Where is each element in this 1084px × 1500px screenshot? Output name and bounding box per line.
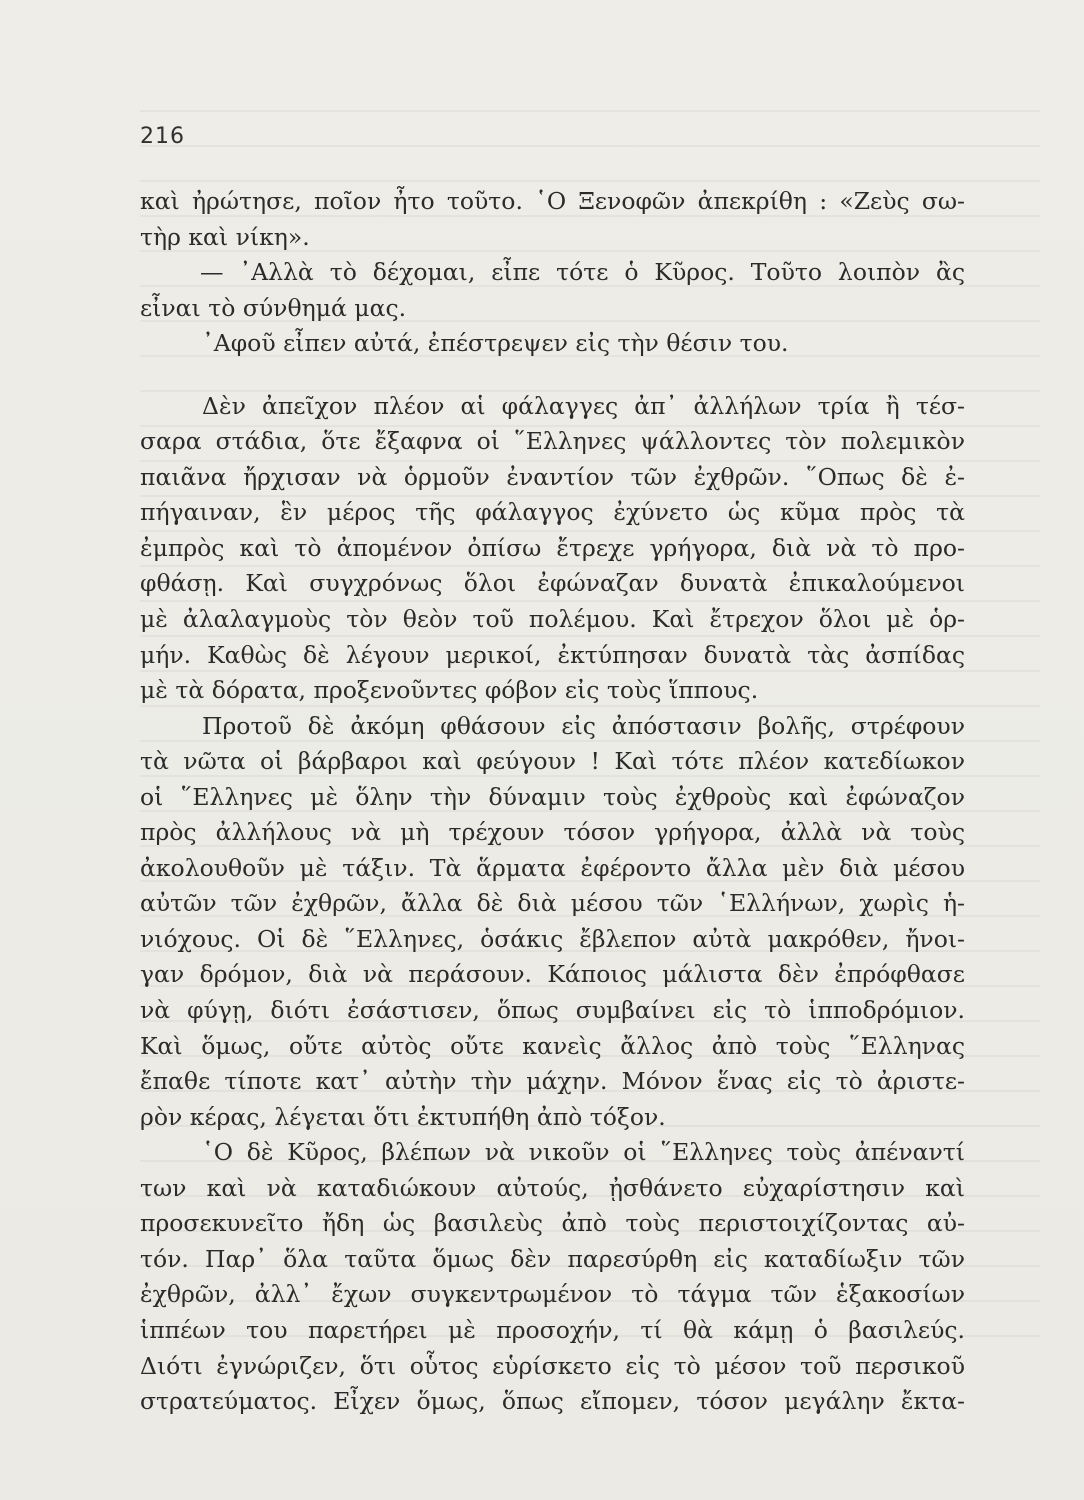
text-line: Δὲν ἀπεῖχον πλέον αἱ φάλαγγες ἀπ᾿ ἀλλήλων τρία ἢ τέσ- <box>202 391 965 420</box>
text-line: — ᾿Αλλὰ τὸ δέχομαι, εἶπε τότε ὁ Κῦρος. Τοῦτο λοιπὸν ἂς <box>200 258 965 287</box>
text-line: παιᾶνα ἤρχισαν νὰ ὁρμοῦν ἐναντίον τῶν ἐχθρῶν. ῞Οπως δὲ ἐ- <box>140 462 965 491</box>
text-line: ᾿Αφοῦ εἶπεν αὐτά, ἐπέστρεψεν εἰς τὴν θέσιν του. <box>202 329 789 358</box>
text-line: μὲ τὰ δόρατα, προξενοῦντες φόβον εἰς τοὺς ἵππους. <box>140 676 759 705</box>
text-line: ῾Ο δὲ Κῦρος, βλέπων νὰ νικοῦν οἱ ῞Ελληνες τοὺς ἀπέναντί <box>202 1138 965 1167</box>
text-line: σαρα στάδια, ὅτε ἔξαφνα οἱ ῞Ελληνες ψάλλοντες τὸν πολεμικὸν <box>140 427 965 456</box>
text-line: μὲ ἀλαλαγμοὺς τὸν θεὸν τοῦ πολέμου. Καὶ ἔτρεχον ὅλοι μὲ ὁρ- <box>140 605 965 634</box>
text-line: τὴρ καὶ νίκη». <box>140 222 310 251</box>
text-line: καὶ ἠρώτησε, ποῖον ἦτο τοῦτο. ῾Ο Ξενοφῶν ἀπεκρίθη : «Ζεὺς σω- <box>140 187 965 215</box>
text-line: ἐμπρὸς καὶ τὸ ἀπομένον ὀπίσω ἔτρεχε γρήγορα, διὰ νὰ τὸ προ- <box>140 533 965 562</box>
page-number: 216 <box>140 124 185 149</box>
text-line: των καὶ νὰ καταδιώκουν αὐτούς, ᾐσθάνετο εὐχαρίστησιν καὶ <box>140 1173 965 1202</box>
text-line: αὐτῶν τῶν ἐχθρῶν, ἄλλα δὲ διὰ μέσου τῶν ῾Ελλήνων, χωρὶς ἡ- <box>140 889 965 918</box>
text-line: στρατεύματος. Εἶχεν ὅμως, ὅπως εἴπομεν, τόσον μεγάλην ἔκτα- <box>140 1387 965 1416</box>
text-line: οἱ ῞Ελληνες μὲ ὅλην τὴν δύναμιν τοὺς ἐχθροὺς καὶ ἐφώναζον <box>140 782 965 811</box>
text-line: νὰ φύγῃ, διότι ἐσάστισεν, ὅπως συμβαίνει εἰς τὸ ἱπποδρόμιον. <box>140 996 965 1025</box>
text-line: εἶναι τὸ σύνθημά μας. <box>140 293 407 322</box>
body-text <box>140 184 965 1420</box>
text-line: πρὸς ἀλλήλους νὰ μὴ τρέχουν τόσον γρήγορα, ἀλλὰ νὰ τοὺς <box>140 818 965 847</box>
text-line: ἔπαθε τίποτε κατ᾿ αὐτὴν τὴν μάχην. Μόνον ἕνας εἰς τὸ ἀριστε- <box>140 1067 965 1096</box>
text-line: φθάσῃ. Καὶ συγχρόνως ὅλοι ἐφώναζαν δυνατὰ ἐπικαλούμενοι <box>140 569 965 598</box>
paragraph-gap <box>140 362 965 389</box>
text-line: τόν. Παρ᾿ ὅλα ταῦτα ὅμως δὲν παρεσύρθη εἰς καταδίωξιν τῶν <box>140 1244 965 1273</box>
text-line: ρὸν κέρας, λέγεται ὅτι ἐκτυπήθη ἀπὸ τόξον. <box>140 1102 666 1131</box>
text-line: Προτοῦ δὲ ἀκόμη φθάσουν εἰς ἀπόστασιν βολῆς, στρέφουν <box>202 711 965 740</box>
text-line: μήν. Καθὼς δὲ λέγουν μερικοί, ἐκτύπησαν δυνατὰ τὰς ἀσπίδας <box>140 640 965 669</box>
text-line: τὰ νῶτα οἱ βάρβαροι καὶ φεύγουν ! Καὶ τότε πλέον κατεδίωκον <box>140 747 965 776</box>
text-line: Καὶ ὅμως, οὔτε αὐτὸς οὔτε κανεὶς ἄλλος ἀπὸ τοὺς ῞Ελληνας <box>140 1031 965 1060</box>
text-line: ἀκολουθοῦν μὲ τάξιν. Τὰ ἅρματα ἐφέροντο ἄλλα μὲν διὰ μέσου <box>140 853 965 882</box>
text-line: γαν δρόμον, διὰ νὰ περάσουν. Κάποιος μάλιστα δὲν ἐπρόφθασε <box>140 960 965 989</box>
text-line: Διότι ἐγνώριζεν, ὅτι οὗτος εὑρίσκετο εἰς τὸ μέσον τοῦ περσικοῦ <box>140 1351 965 1380</box>
text-line: ἐχθρῶν, ἀλλ᾿ ἔχων συγκεντρωμένον τὸ τάγμα τῶν ἑξακοσίων <box>140 1280 965 1309</box>
text-line: προσεκυνεῖτο ἤδη ὡς βασιλεὺς ἀπὸ τοὺς περιστοιχίζοντας αὐ- <box>140 1209 965 1238</box>
text-line: ἱππέων του παρετήρει μὲ προσοχήν, τί θὰ κάμῃ ὁ βασιλεύς. <box>140 1315 965 1344</box>
text-line: πήγαιναν, ἓν μέρος τῆς φάλαγγος ἐχύνετο ὡς κῦμα πρὸς τὰ <box>140 498 965 527</box>
text-line: νιόχους. Οἱ δὲ ῞Ελληνες, ὁσάκις ἔβλεπον αὐτὰ μακρόθεν, ἤνοι- <box>140 924 965 953</box>
